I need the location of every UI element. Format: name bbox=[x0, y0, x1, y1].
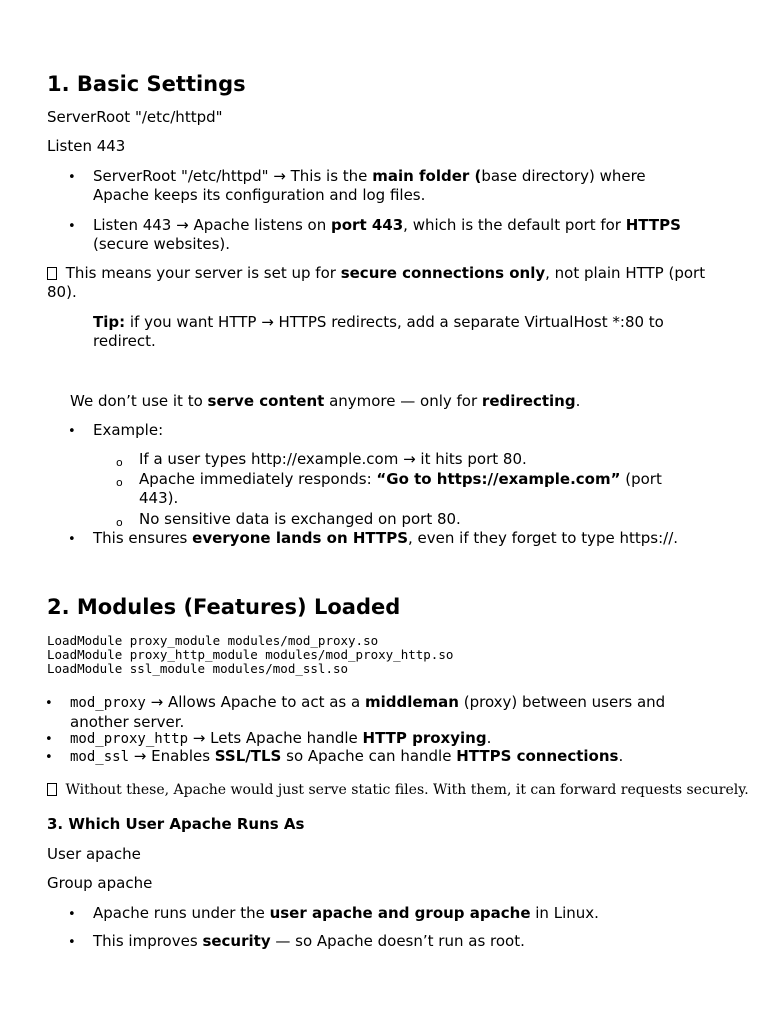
sub-bullet-circle: o bbox=[116, 476, 123, 489]
missing-glyph-icon bbox=[47, 267, 57, 280]
redirect-line: We don’t use it to serve content anymore — only for redirecting. bbox=[70, 392, 581, 410]
mod-proxy-http-item: mod_proxy_http → Lets Apache handle HTTP proxying. bbox=[70, 729, 492, 747]
code-line: LoadModule ssl_module modules/mod_ssl.so bbox=[47, 661, 349, 676]
listen-explanation: Listen 443 → Apache listens on port 443, which is the default port for HTTPS (secure websites). bbox=[93, 216, 681, 253]
modules-note: Without these, Apache would just serve static files. With them, it can forward requests securely. bbox=[47, 781, 749, 800]
mod-proxy-item: mod_proxy → Allows Apache to act as a middleman (proxy) between users and another server. bbox=[70, 693, 666, 731]
mod-ssl-item: mod_ssl → Enables SSL/TLS so Apache can handle HTTPS connections. bbox=[70, 747, 624, 765]
bullet-dot: • bbox=[68, 219, 76, 234]
bullet-dot: • bbox=[68, 935, 76, 950]
bullet-dot: • bbox=[68, 170, 76, 185]
section2-heading: 2. Modules (Features) Loaded bbox=[47, 595, 401, 619]
bullet-dot: • bbox=[45, 732, 53, 747]
example-label: Example: bbox=[93, 421, 164, 439]
example-step-2: Apache immediately responds: “Go to https://example.com” (port 443). bbox=[139, 470, 662, 507]
bullet-dot: • bbox=[68, 907, 76, 922]
bullet-dot: • bbox=[68, 532, 76, 547]
code-line: LoadModule proxy_module modules/mod_proxy.so bbox=[47, 633, 379, 648]
ensures-line: This ensures everyone lands on HTTPS, even if they forget to type https://. bbox=[93, 529, 679, 547]
sub-bullet-circle: o bbox=[116, 456, 123, 469]
runs-under-line: Apache runs under the user apache and group apache in Linux. bbox=[93, 904, 599, 922]
group-line: Group apache bbox=[47, 874, 153, 892]
section1-heading: 1. Basic Settings bbox=[47, 72, 246, 96]
sub-bullet-circle: o bbox=[116, 516, 123, 529]
bullet-dot: • bbox=[45, 696, 53, 711]
tip-block: Tip: if you want HTTP → HTTPS redirects, add a separate VirtualHost *:80 to redirect. bbox=[93, 313, 664, 350]
bullet-dot: • bbox=[68, 424, 76, 439]
serverroot-line: ServerRoot "/etc/httpd" bbox=[47, 108, 223, 126]
listen-line: Listen 443 bbox=[47, 137, 126, 155]
example-step-3: No sensitive data is exchanged on port 80. bbox=[139, 510, 461, 528]
code-block bbox=[47, 634, 453, 676]
security-line: This improves security — so Apache doesn’t run as root. bbox=[93, 932, 525, 950]
missing-glyph-icon bbox=[47, 783, 57, 796]
code-line: LoadModule proxy_http_module modules/mod_proxy_http.so bbox=[47, 647, 454, 662]
bullet-dot: • bbox=[45, 750, 53, 765]
secure-note: This means your server is set up for secure connections only, not plain HTTP (port 80). bbox=[47, 264, 706, 301]
serverroot-explanation: ServerRoot "/etc/httpd" → This is the main folder (base directory) where Apache keeps its configuration and log files. bbox=[93, 167, 646, 204]
section3-heading: 3. Which User Apache Runs As bbox=[47, 815, 305, 833]
user-line: User apache bbox=[47, 845, 141, 863]
example-step-1: If a user types http://example.com → it hits port 80. bbox=[139, 450, 527, 468]
